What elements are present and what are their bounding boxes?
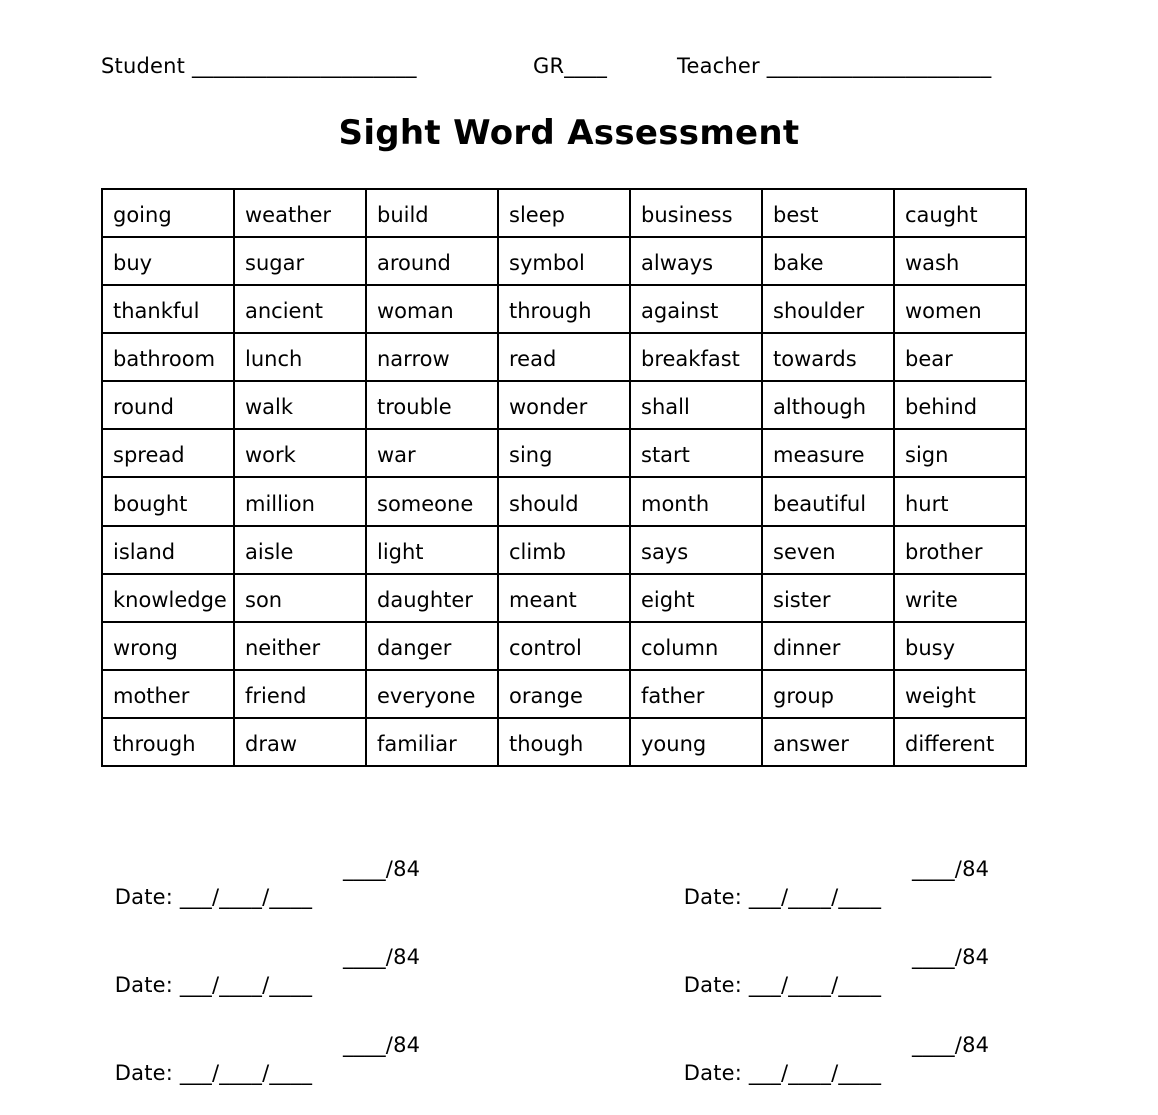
word-cell: father — [630, 670, 762, 718]
score-field: ____/84 — [912, 857, 990, 881]
word-cell: around — [366, 237, 498, 285]
word-cell: sing — [498, 429, 630, 477]
word-cell: draw — [234, 718, 366, 766]
word-cell: should — [498, 477, 630, 525]
word-cell: climb — [498, 526, 630, 574]
word-cell: weight — [894, 670, 1026, 718]
word-cell: going — [102, 189, 234, 237]
word-cell: sister — [762, 574, 894, 622]
word-cell: walk — [234, 381, 366, 429]
word-cell: business — [630, 189, 762, 237]
table-row — [102, 477, 1026, 525]
word-cell: against — [630, 285, 762, 333]
word-cell: through — [498, 285, 630, 333]
word-cell: beautiful — [762, 477, 894, 525]
table-row — [102, 381, 1026, 429]
word-cell: trouble — [366, 381, 498, 429]
word-cell: round — [102, 381, 234, 429]
word-cell: friend — [234, 670, 366, 718]
table-row — [102, 237, 1026, 285]
word-cell: best — [762, 189, 894, 237]
word-cell: caught — [894, 189, 1026, 237]
table-row — [102, 333, 1026, 381]
word-cell: ancient — [234, 285, 366, 333]
word-cell: though — [498, 718, 630, 766]
word-cell: towards — [762, 333, 894, 381]
date-score-line — [101, 1031, 421, 1115]
word-cell: bought — [102, 477, 234, 525]
page-title: Sight Word Assessment — [338, 113, 800, 153]
word-cell: familiar — [366, 718, 498, 766]
word-cell: lunch — [234, 333, 366, 381]
word-cell: shoulder — [762, 285, 894, 333]
word-cell: bear — [894, 333, 1026, 381]
word-cell: woman — [366, 285, 498, 333]
word-cell: measure — [762, 429, 894, 477]
score-field: ____/84 — [343, 857, 421, 881]
word-cell: different — [894, 718, 1026, 766]
word-cell: someone — [366, 477, 498, 525]
word-cell: symbol — [498, 237, 630, 285]
word-cell: women — [894, 285, 1026, 333]
word-cell: eight — [630, 574, 762, 622]
word-cell: narrow — [366, 333, 498, 381]
table-row — [102, 574, 1026, 622]
word-cell: column — [630, 622, 762, 670]
word-cell: start — [630, 429, 762, 477]
word-cell: son — [234, 574, 366, 622]
word-cell: always — [630, 237, 762, 285]
word-cell: wrong — [102, 622, 234, 670]
word-cell: aisle — [234, 526, 366, 574]
score-field: ____/84 — [343, 945, 421, 969]
word-cell: danger — [366, 622, 498, 670]
score-field: ____/84 — [343, 1033, 421, 1057]
word-cell: write — [894, 574, 1026, 622]
date-field: Date: ___/____/____ — [683, 1061, 882, 1085]
word-cell: shall — [630, 381, 762, 429]
word-cell: meant — [498, 574, 630, 622]
score-field: ____/84 — [912, 945, 990, 969]
word-cell: weather — [234, 189, 366, 237]
word-cell: mother — [102, 670, 234, 718]
word-cell: thankful — [102, 285, 234, 333]
word-cell: although — [762, 381, 894, 429]
word-cell: month — [630, 477, 762, 525]
date-field: Date: ___/____/____ — [114, 885, 313, 909]
word-cell: everyone — [366, 670, 498, 718]
word-cell: sign — [894, 429, 1026, 477]
word-cell: read — [498, 333, 630, 381]
date-field: Date: ___/____/____ — [114, 973, 313, 997]
teacher-name-field: Teacher _____________________ — [677, 54, 992, 78]
table-row — [102, 622, 1026, 670]
word-cell: buy — [102, 237, 234, 285]
date-score-line — [670, 855, 990, 939]
table-row — [102, 718, 1026, 766]
sight-word-table — [101, 188, 1027, 767]
word-cell: through — [102, 718, 234, 766]
word-cell: neither — [234, 622, 366, 670]
date-field: Date: ___/____/____ — [683, 973, 882, 997]
word-cell: brother — [894, 526, 1026, 574]
word-cell: build — [366, 189, 498, 237]
table-row — [102, 285, 1026, 333]
word-cell: group — [762, 670, 894, 718]
table-row — [102, 670, 1026, 718]
word-cell: sleep — [498, 189, 630, 237]
date-field: Date: ___/____/____ — [683, 885, 882, 909]
date-score-line — [670, 1031, 990, 1115]
word-cell: war — [366, 429, 498, 477]
word-cell: spread — [102, 429, 234, 477]
table-row — [102, 189, 1026, 237]
word-cell: bathroom — [102, 333, 234, 381]
table-row — [102, 526, 1026, 574]
word-cell: control — [498, 622, 630, 670]
word-cell: knowledge — [102, 574, 234, 622]
word-cell: daughter — [366, 574, 498, 622]
word-cell: hurt — [894, 477, 1026, 525]
word-cell: bake — [762, 237, 894, 285]
word-cell: light — [366, 526, 498, 574]
score-field: ____/84 — [912, 1033, 990, 1057]
date-field: Date: ___/____/____ — [114, 1061, 313, 1085]
word-cell: behind — [894, 381, 1026, 429]
date-score-line — [670, 943, 990, 1027]
word-cell: answer — [762, 718, 894, 766]
date-score-line — [101, 943, 421, 1027]
table-row — [102, 429, 1026, 477]
date-score-line — [101, 855, 421, 939]
word-cell: young — [630, 718, 762, 766]
word-cell: says — [630, 526, 762, 574]
student-name-field: Student _____________________ — [101, 54, 417, 78]
grade-field: GR____ — [533, 54, 608, 78]
word-cell: seven — [762, 526, 894, 574]
word-cell: breakfast — [630, 333, 762, 381]
word-cell: island — [102, 526, 234, 574]
word-cell: busy — [894, 622, 1026, 670]
word-cell: wonder — [498, 381, 630, 429]
word-cell: wash — [894, 237, 1026, 285]
word-cell: dinner — [762, 622, 894, 670]
word-cell: work — [234, 429, 366, 477]
word-cell: million — [234, 477, 366, 525]
word-cell: orange — [498, 670, 630, 718]
word-cell: sugar — [234, 237, 366, 285]
